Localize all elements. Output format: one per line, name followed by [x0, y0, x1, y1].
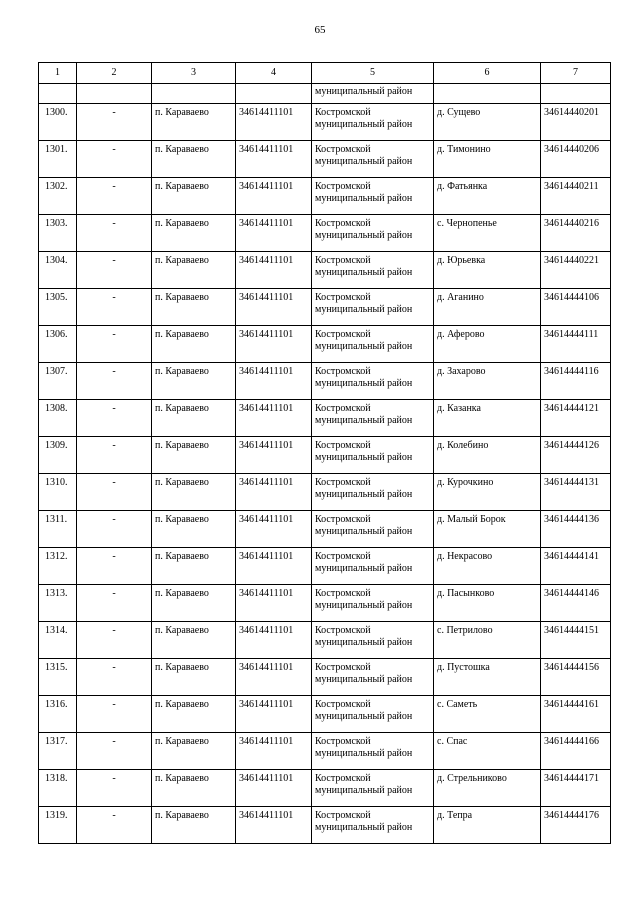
cell-settlement: п. Караваево [152, 215, 236, 252]
table-row [39, 326, 611, 363]
cell-locality: д. Пасынково [434, 585, 541, 622]
cell-col2: - [77, 215, 152, 252]
cell-locality-code: 34614444141 [541, 548, 611, 585]
column-header-6: 6 [434, 63, 541, 84]
cell-settlement: п. Караваево [152, 141, 236, 178]
cell-settlement: п. Караваево [152, 733, 236, 770]
table-row [39, 178, 611, 215]
cell-locality: с. Спас [434, 733, 541, 770]
cell-locality-code: 34614440216 [541, 215, 611, 252]
district-line-2: муниципальный район [315, 489, 413, 500]
cell-settlement-code: 34614411101 [236, 770, 312, 807]
table-cell [152, 84, 236, 104]
cell-settlement: п. Караваево [152, 659, 236, 696]
cell-settlement: п. Караваево [152, 622, 236, 659]
table-row [39, 289, 611, 326]
cell-locality: д. Малый Борок [434, 511, 541, 548]
page-number: 65 [314, 24, 326, 36]
district-line-1: Костромской [315, 699, 371, 710]
cell-settlement: п. Караваево [152, 289, 236, 326]
cell-settlement: п. Караваево [152, 104, 236, 141]
row-number: 1302. [39, 178, 77, 215]
cell-col2: - [77, 548, 152, 585]
row-number: 1310. [39, 474, 77, 511]
cell-settlement: п. Караваево [152, 807, 236, 844]
district-line-2: муниципальный район [315, 748, 413, 759]
table-row [39, 252, 611, 289]
cell-col2: - [77, 400, 152, 437]
cell-locality: д. Пустошка [434, 659, 541, 696]
cell-locality: с. Саметь [434, 696, 541, 733]
table-row [39, 659, 611, 696]
cell-settlement: п. Караваево [152, 363, 236, 400]
district-line-2: муниципальный район [315, 563, 413, 574]
cell-district [312, 474, 434, 511]
cell-settlement: п. Караваево [152, 474, 236, 511]
cell-district [312, 215, 434, 252]
district-line-1: Костромской [315, 514, 371, 525]
cell-col2: - [77, 474, 152, 511]
table-row [39, 215, 611, 252]
district-line-1: Костромской [315, 810, 371, 821]
continuation-row [39, 84, 611, 104]
cell-settlement-code: 34614411101 [236, 178, 312, 215]
cell-settlement-code: 34614411101 [236, 289, 312, 326]
cell-settlement-code: 34614411101 [236, 252, 312, 289]
cell-locality: д. Некрасово [434, 548, 541, 585]
cell-locality-code: 34614444106 [541, 289, 611, 326]
cell-district [312, 511, 434, 548]
cell-locality-code: 34614444171 [541, 770, 611, 807]
cell-locality: д. Тепра [434, 807, 541, 844]
table-row [39, 363, 611, 400]
cell-col2: - [77, 289, 152, 326]
cell-locality-code: 34614444156 [541, 659, 611, 696]
cell-locality: д. Сущево [434, 104, 541, 141]
cell-locality: д. Стрельниково [434, 770, 541, 807]
table-row [39, 511, 611, 548]
cell-district [312, 696, 434, 733]
cell-col2: - [77, 733, 152, 770]
cell-settlement-code: 34614411101 [236, 733, 312, 770]
cell-locality-code: 34614444136 [541, 511, 611, 548]
district-line-2: муниципальный район [315, 785, 413, 796]
table-row [39, 474, 611, 511]
cell-locality: д. Аганино [434, 289, 541, 326]
cell-settlement-code: 34614411101 [236, 807, 312, 844]
district-line-1: Костромской [315, 773, 371, 784]
cell-locality-code: 34614444166 [541, 733, 611, 770]
cell-settlement: п. Караваево [152, 511, 236, 548]
cell-district [312, 252, 434, 289]
column-header-7: 7 [541, 63, 611, 84]
cell-col2: - [77, 252, 152, 289]
table-row [39, 437, 611, 474]
cell-settlement: п. Караваево [152, 437, 236, 474]
cell-locality: с. Чернопенье [434, 215, 541, 252]
district-line-1: Костромской [315, 329, 371, 340]
cell-locality: д. Курочкино [434, 474, 541, 511]
row-number: 1300. [39, 104, 77, 141]
cell-col2: - [77, 770, 152, 807]
cell-district [312, 400, 434, 437]
cell-settlement-code: 34614411101 [236, 474, 312, 511]
row-number: 1316. [39, 696, 77, 733]
cell-settlement: п. Караваево [152, 770, 236, 807]
cell-locality-code: 34614444161 [541, 696, 611, 733]
cell-district [312, 585, 434, 622]
cell-district [312, 659, 434, 696]
cell-locality: д. Фатьянка [434, 178, 541, 215]
table-row [39, 141, 611, 178]
cell-locality-code: 34614440221 [541, 252, 611, 289]
row-number: 1314. [39, 622, 77, 659]
district-line-1: Костромской [315, 292, 371, 303]
cell-settlement-code: 34614411101 [236, 104, 312, 141]
cell-settlement: п. Караваево [152, 178, 236, 215]
table-cell [77, 84, 152, 104]
cell-locality-code: 34614444151 [541, 622, 611, 659]
district-line-2: муниципальный район [315, 230, 413, 241]
continuation-cell: муниципальный район [312, 84, 434, 104]
district-line-2: муниципальный район [315, 637, 413, 648]
cell-settlement-code: 34614411101 [236, 659, 312, 696]
cell-settlement: п. Караваево [152, 585, 236, 622]
row-number: 1313. [39, 585, 77, 622]
cell-locality-code: 34614444121 [541, 400, 611, 437]
cell-settlement-code: 34614411101 [236, 437, 312, 474]
cell-settlement-code: 34614411101 [236, 585, 312, 622]
district-line-1: Костромской [315, 144, 371, 155]
cell-col2: - [77, 696, 152, 733]
cell-district [312, 326, 434, 363]
table-row [39, 400, 611, 437]
district-line-1: Костромской [315, 403, 371, 414]
cell-col2: - [77, 437, 152, 474]
column-header-3: 3 [152, 63, 236, 84]
table-row [39, 807, 611, 844]
column-header-4: 4 [236, 63, 312, 84]
district-line-2: муниципальный район [315, 267, 413, 278]
cell-locality-code: 34614440201 [541, 104, 611, 141]
cell-col2: - [77, 622, 152, 659]
cell-col2: - [77, 326, 152, 363]
cell-col2: - [77, 807, 152, 844]
cell-col2: - [77, 141, 152, 178]
district-line-1: Костромской [315, 625, 371, 636]
column-header-2: 2 [77, 63, 152, 84]
district-line-1: Костромской [315, 662, 371, 673]
cell-district [312, 104, 434, 141]
cell-locality-code: 34614444146 [541, 585, 611, 622]
column-header-5: 5 [312, 63, 434, 84]
cell-locality: д. Юрьевка [434, 252, 541, 289]
district-line-1: Костромской [315, 218, 371, 229]
row-number: 1312. [39, 548, 77, 585]
cell-settlement-code: 34614411101 [236, 696, 312, 733]
cell-district [312, 548, 434, 585]
cell-col2: - [77, 659, 152, 696]
cell-locality-code: 34614444111 [541, 326, 611, 363]
header-row [39, 63, 611, 84]
district-line-2: муниципальный район [315, 341, 413, 352]
cell-col2: - [77, 104, 152, 141]
cell-district [312, 733, 434, 770]
row-number: 1315. [39, 659, 77, 696]
cell-settlement-code: 34614411101 [236, 141, 312, 178]
district-line-2: муниципальный район [315, 600, 413, 611]
table-row [39, 770, 611, 807]
cell-settlement-code: 34614411101 [236, 622, 312, 659]
cell-district [312, 622, 434, 659]
district-line-2: муниципальный район [315, 674, 413, 685]
district-line-1: Костромской [315, 255, 371, 266]
cell-locality: д. Захарово [434, 363, 541, 400]
table-row [39, 585, 611, 622]
table-cell [39, 84, 77, 104]
cell-locality-code: 34614440206 [541, 141, 611, 178]
district-line-2: муниципальный район [315, 156, 413, 167]
cell-col2: - [77, 511, 152, 548]
row-number: 1309. [39, 437, 77, 474]
district-line-1: Костромской [315, 366, 371, 377]
cell-settlement: п. Караваево [152, 252, 236, 289]
cell-district [312, 141, 434, 178]
cell-settlement-code: 34614411101 [236, 326, 312, 363]
row-number: 1303. [39, 215, 77, 252]
cell-col2: - [77, 178, 152, 215]
cell-locality-code: 34614444126 [541, 437, 611, 474]
district-line-2: муниципальный район [315, 378, 413, 389]
district-line-2: муниципальный район [315, 415, 413, 426]
cell-settlement: п. Караваево [152, 696, 236, 733]
cell-district [312, 178, 434, 215]
district-line-2: муниципальный район [315, 193, 413, 204]
cell-settlement: п. Караваево [152, 548, 236, 585]
cell-locality: с. Петрилово [434, 622, 541, 659]
cell-locality: д. Аферово [434, 326, 541, 363]
district-line-2: муниципальный район [315, 711, 413, 722]
table-row [39, 548, 611, 585]
district-line-2: муниципальный район [315, 304, 413, 315]
cell-settlement-code: 34614411101 [236, 363, 312, 400]
cell-district [312, 437, 434, 474]
registry-table [38, 62, 611, 844]
cell-settlement-code: 34614411101 [236, 548, 312, 585]
table-row [39, 696, 611, 733]
row-number: 1311. [39, 511, 77, 548]
table-cell [236, 84, 312, 104]
table-row [39, 622, 611, 659]
cell-settlement-code: 34614411101 [236, 511, 312, 548]
cell-col2: - [77, 585, 152, 622]
district-line-1: Костромской [315, 477, 371, 488]
cell-settlement: п. Караваево [152, 326, 236, 363]
row-number: 1307. [39, 363, 77, 400]
cell-settlement-code: 34614411101 [236, 215, 312, 252]
cell-district [312, 363, 434, 400]
row-number: 1319. [39, 807, 77, 844]
cell-district [312, 807, 434, 844]
column-header-1: 1 [39, 63, 77, 84]
table-cell [434, 84, 541, 104]
district-line-2: муниципальный район [315, 822, 413, 833]
district-line-2: муниципальный район [315, 119, 413, 130]
district-line-2: муниципальный район [315, 452, 413, 463]
row-number: 1318. [39, 770, 77, 807]
cell-district [312, 289, 434, 326]
district-line-1: Костромской [315, 107, 371, 118]
cell-locality: д. Казанка [434, 400, 541, 437]
cell-locality-code: 34614444176 [541, 807, 611, 844]
district-line-1: Костромской [315, 440, 371, 451]
cell-settlement-code: 34614411101 [236, 400, 312, 437]
cell-locality-code: 34614444131 [541, 474, 611, 511]
cell-col2: - [77, 363, 152, 400]
cell-settlement: п. Караваево [152, 400, 236, 437]
table-cell [541, 84, 611, 104]
district-line-1: Костромской [315, 736, 371, 747]
row-number: 1308. [39, 400, 77, 437]
row-number: 1305. [39, 289, 77, 326]
cell-locality-code: 34614444116 [541, 363, 611, 400]
row-number: 1304. [39, 252, 77, 289]
district-line-2: муниципальный район [315, 526, 413, 537]
cell-district [312, 770, 434, 807]
cell-locality: д. Колебино [434, 437, 541, 474]
table-row [39, 104, 611, 141]
cell-locality: д. Тимонино [434, 141, 541, 178]
row-number: 1301. [39, 141, 77, 178]
cell-locality-code: 34614440211 [541, 178, 611, 215]
district-line-1: Костромской [315, 181, 371, 192]
table-row [39, 733, 611, 770]
district-line-1: Костромской [315, 551, 371, 562]
row-number: 1306. [39, 326, 77, 363]
row-number: 1317. [39, 733, 77, 770]
district-line-1: Костромской [315, 588, 371, 599]
